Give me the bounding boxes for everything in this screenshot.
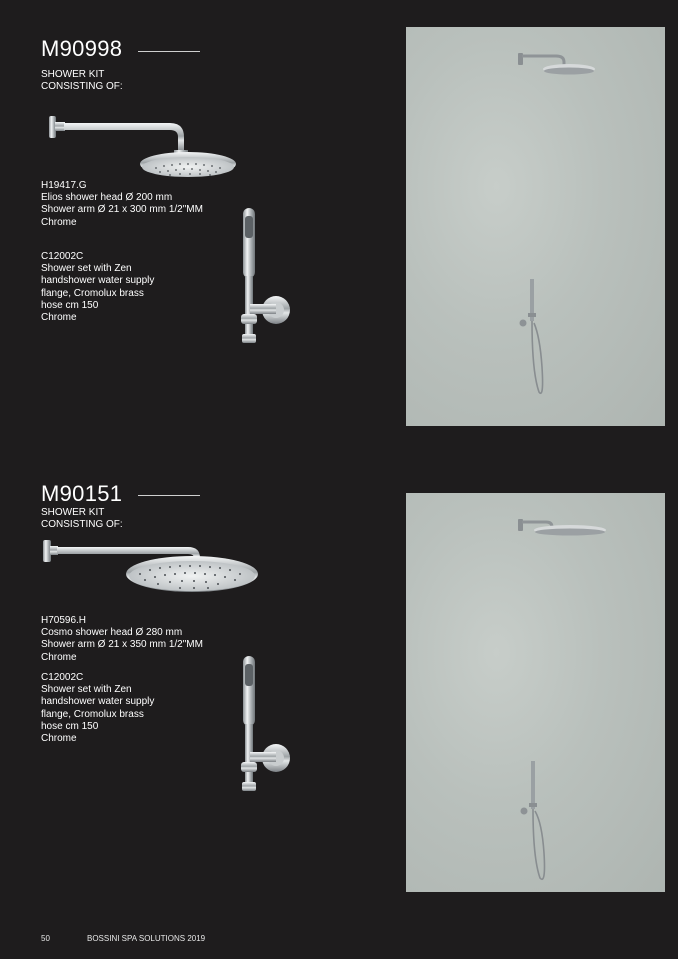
kit-label-line: CONSISTING OF: [41,519,123,530]
product-line: hose cm 150 [41,299,99,311]
product-line: Chrome [41,216,77,228]
product-code: C12002C [41,672,84,683]
product-line: handshower water supply [41,275,155,287]
product-line: Chrome [41,312,77,324]
product-line: Shower arm Ø 21 x 300 mm 1/2"MM [41,204,203,216]
kit-label-line: SHOWER KIT [41,507,105,518]
product-line: Shower arm Ø 21 x 350 mm 1/2"MM [41,639,203,651]
product-code: H19417.G [41,180,87,191]
kit-label [41,507,123,531]
hand-shower-product-image [236,206,296,346]
product-description [41,251,154,324]
kit-label-line: SHOWER KIT [41,69,105,80]
product-code: C12002C [41,251,84,262]
product-description [41,672,154,745]
product-line: Chrome [41,651,77,663]
product-line: Cosmo shower head Ø 280 mm [41,627,183,639]
installation-photo [406,27,665,426]
kit-label-line: CONSISTING OF: [41,81,123,92]
product-code: H70596.H [41,615,87,626]
product-line: flange, Cromolux brass [41,287,144,299]
kit-code: M90151 [41,481,123,506]
product-line: Chrome [41,733,77,745]
shower-head-product-image [40,536,262,596]
kit-label [41,69,123,93]
product-line: flange, Cromolux brass [41,708,144,720]
installation-photo [406,493,665,892]
publication-title: BOSSINI SPA SOLUTIONS 2019 [87,934,206,943]
title-rule [138,495,200,496]
product-line: hose cm 150 [41,720,99,732]
kit-code: M90998 [41,36,123,61]
product-description [41,180,203,229]
product-line: Shower set with Zen [41,263,132,275]
shower-head-product-image [46,110,241,182]
product-line: handshower water supply [41,696,155,708]
hand-shower-product-image [236,654,296,794]
page-number: 50 [41,934,50,943]
product-description [41,615,203,664]
product-line: Shower set with Zen [41,684,132,696]
product-line: Elios shower head Ø 200 mm [41,192,173,204]
title-rule [138,51,200,52]
